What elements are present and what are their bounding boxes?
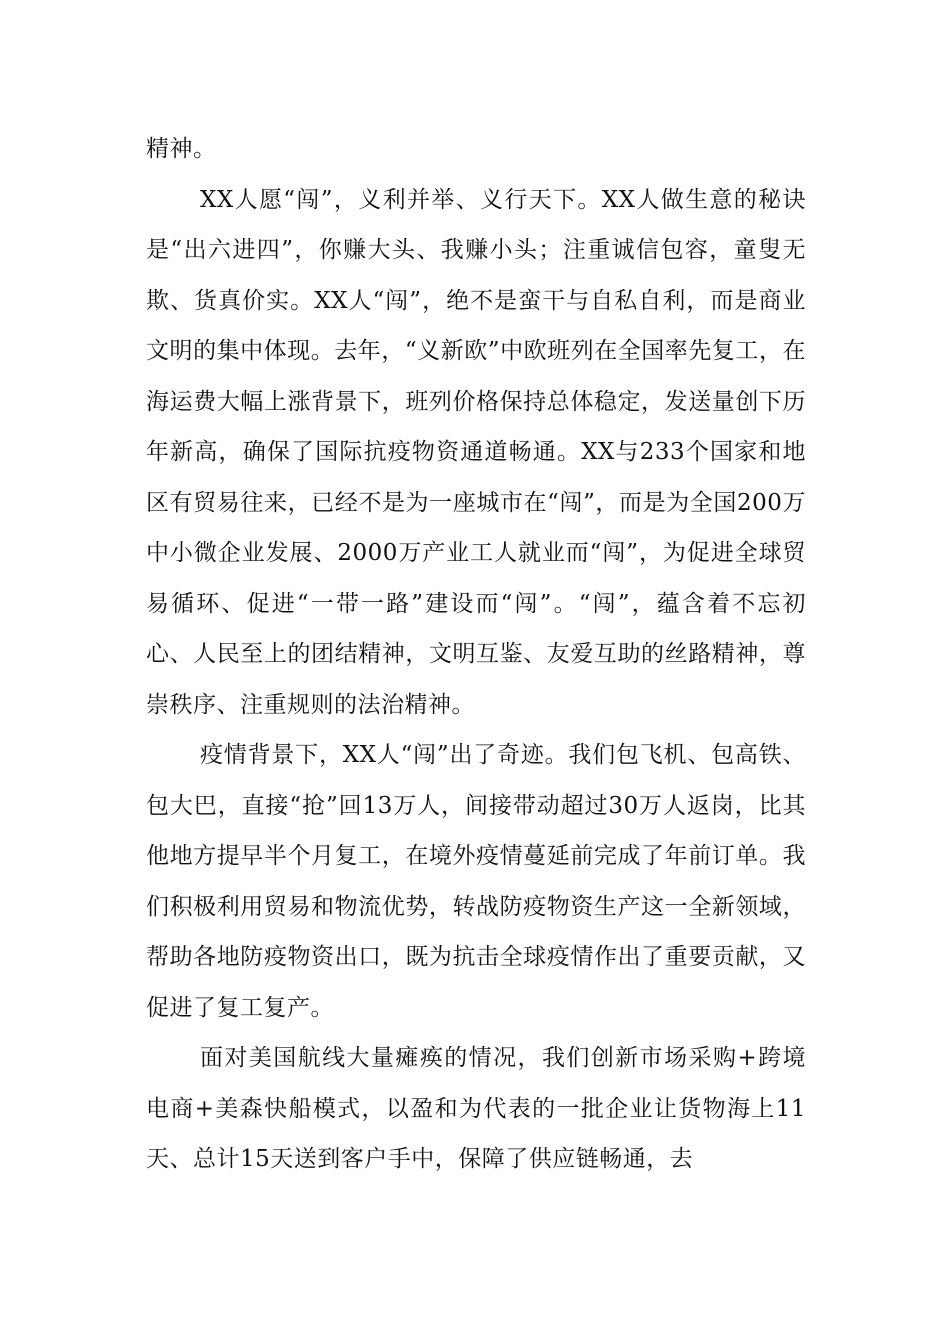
paragraph-epidemic-miracle: 疫情背景下，XX人“闯”出了奇迹。我们包飞机、包高铁、包大巴，直接“抢”回13万人，间接带动超过30万人返岗，比其他地方提早半个月复工，在境外疫情蔓延前完成了年前订单。我们积极利用贸易和物流优势，转战防疫物资生产这一全新领域，帮助各地防疫物资出口，既为抗击全球疫情作出了重要贡献，又促进了复工复产。 — [146, 742, 806, 1021]
paragraph-chuang-spirit: XX人愿“闯”，义利并举、义行天下。XX人做生意的秘诀是“出六进四”，你赚大头、我赚小头；注重诚信包容，童叟无欺、货真价实。XX人“闯”，绝不是蛮干与自私自利，而是商业文明的集中体现。去年，“义新欧”中欧班列在全国率先复工，在海运费大幅上涨背景下，班列价格保持总体稳定，发送量创下历年新高，确保了国际抗疫物资通道畅通。XX与233个国家和地区有贸易往来，已经不是为一座城市在“闯”，而是为全国200万中小微企业发展、2000万产业工人就业而“闯”，为促进全球贸易循环、促进“一带一路”建设而“闯”。“闯”，蕴含着不忘初心、人民至上的团结精神，文明互鉴、友爱互助的丝路精神，尊崇秩序、注重规则的法治精神。 — [146, 186, 806, 718]
paragraph-us-shipping: 面对美国航线大量瘫痪的情况，我们创新市场采购+跨境电商+美森快船模式，以盈和为代表的一批企业让货物海上11天、总计15天送到客户手中，保障了供应链畅通，去 — [146, 1045, 806, 1172]
document-body — [146, 124, 806, 1185]
paragraph-continuation: 精神。 — [146, 136, 217, 162]
